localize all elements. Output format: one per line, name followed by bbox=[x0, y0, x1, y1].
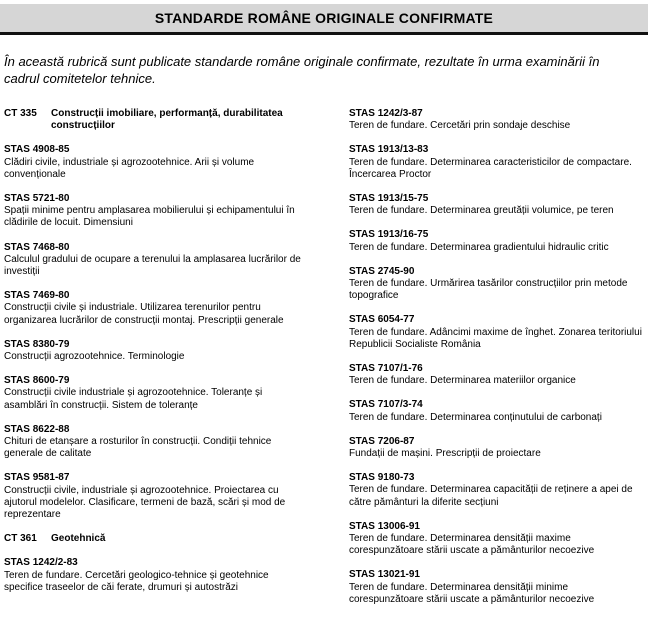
page-title: STANDARDE ROMÂNE ORIGINALE CONFIRMATE bbox=[154, 10, 494, 26]
standard-description: Teren de fundare. Cercetări prin sondaje deschise bbox=[349, 120, 571, 132]
committee-heading-ct335 bbox=[4, 108, 304, 132]
standards-list bbox=[4, 557, 304, 594]
standard-entry bbox=[349, 193, 644, 217]
committee-code: CT 335 bbox=[4, 108, 37, 119]
standard-entry bbox=[349, 521, 644, 558]
standard-code: STAS 7107/3-74 bbox=[349, 399, 423, 411]
standard-code: STAS 8600-79 bbox=[4, 375, 70, 387]
standard-description: Teren de fundare. Adâncimi maxime de înghet. Zonarea teritoriului Republicii Socialiste România bbox=[349, 326, 642, 350]
standard-entry bbox=[4, 375, 304, 412]
standard-description: Calculul gradului de ocupare a terenului la amplasarea lucrărilor de investiții bbox=[4, 253, 301, 278]
standard-code: STAS 4908-85 bbox=[4, 144, 70, 156]
standard-code: STAS 9581-87 bbox=[4, 472, 70, 484]
standard-description: Construcții agrozootehnice. Terminologie bbox=[4, 351, 185, 363]
standard-code: STAS 8380-79 bbox=[4, 338, 70, 350]
standard-entry bbox=[4, 472, 304, 521]
standard-code: STAS 6054-77 bbox=[349, 314, 415, 326]
standard-entry bbox=[349, 266, 644, 303]
committee-code: CT 361 bbox=[4, 533, 37, 545]
standard-code: STAS 2745-90 bbox=[349, 265, 415, 277]
standard-code: STAS 9180-73 bbox=[349, 472, 415, 484]
standard-description: Teren de fundare. Determinarea densității minime corespunzătoare stării uscate a pământurilor necoezive bbox=[349, 581, 595, 605]
standard-entry bbox=[349, 363, 644, 387]
standard-entry bbox=[4, 339, 304, 363]
standard-code: STAS 5721-80 bbox=[4, 193, 70, 205]
standard-entry bbox=[4, 290, 304, 327]
header-bar bbox=[0, 4, 648, 35]
standard-description: Teren de fundare. Determinarea greutății volumice, pe teren bbox=[349, 205, 614, 217]
standard-entry bbox=[349, 569, 644, 606]
standard-description: Teren de fundare. Determinarea conținutului de carbonați bbox=[349, 411, 602, 423]
standard-entry bbox=[4, 557, 304, 594]
standard-entry bbox=[349, 229, 644, 253]
standard-description: Spații minime pentru amplasarea mobilierului și echipamentului în clădirile de locuit. Dimensiuni bbox=[4, 205, 295, 229]
standards-list bbox=[349, 108, 644, 606]
standard-description: Teren de fundare. Determinarea caracteristicilor de compactare. Încercarea Proctor bbox=[349, 156, 632, 180]
standard-description: Teren de fundare. Cercetări geologico-tehnice și geotehnice specifice traseelor de căi ferate, drumuri și autostrăzi bbox=[4, 569, 269, 593]
standard-entry bbox=[4, 193, 304, 230]
standard-entry bbox=[349, 399, 644, 423]
standard-entry bbox=[349, 144, 644, 181]
standard-code: STAS 1913/16-75 bbox=[349, 229, 429, 241]
standard-description: Clădiri civile, industriale și agrozootehnice. Arii și volume convenționale bbox=[4, 156, 255, 180]
standard-entry bbox=[4, 144, 304, 181]
left-column bbox=[4, 108, 304, 606]
standard-entry bbox=[4, 242, 304, 279]
committee-heading-ct361 bbox=[4, 533, 304, 545]
standard-description: Teren de fundare. Determinarea gradientului hidraulic critic bbox=[349, 241, 609, 253]
standard-description: Construcții civile industriale și agrozootehnice. Toleranțe și asamblări în construcții. Sistem de toleranțe bbox=[4, 387, 263, 411]
standard-entry bbox=[349, 108, 644, 132]
standard-code: STAS 1242/2-83 bbox=[4, 557, 78, 569]
standard-code: STAS 1913/13-83 bbox=[349, 144, 429, 156]
standard-code: STAS 7107/1-76 bbox=[349, 363, 423, 375]
standard-description: Teren de fundare. Determinarea capacității de reținere a apei de către pământuri la diferite secțiuni bbox=[349, 484, 633, 508]
right-column bbox=[349, 108, 644, 618]
standard-entry bbox=[349, 472, 644, 509]
standard-description: Teren de fundare. Determinarea materiilor organice bbox=[349, 375, 576, 387]
standard-entry bbox=[349, 436, 644, 460]
standard-description: Fundații de mașini. Prescripții de proiectare bbox=[349, 448, 541, 460]
standard-code: STAS 1242/3-87 bbox=[349, 108, 423, 119]
standard-description: Chituri de etanșare a rosturilor în construcții. Condiții tehnice generale de calitate bbox=[4, 436, 272, 460]
standards-list bbox=[4, 144, 304, 521]
standard-code: STAS 8622-88 bbox=[4, 423, 70, 435]
standard-description: Construcții civile și industriale. Utilizarea terenurilor pentru organizarea lucrărilor de construcții montaj. Prescripții generale bbox=[4, 302, 284, 326]
standard-description: Construcții civile, industriale și agrozootehnice. Proiectarea cu ajutorul modelelor. Clasificare, termeni de bază, scări și mod de reprezentare bbox=[4, 484, 286, 521]
standard-code: STAS 13006-91 bbox=[349, 520, 420, 532]
standard-description: Teren de fundare. Urmărirea tasărilor construcțiilor prin metode topografice bbox=[349, 278, 628, 302]
standard-description: Teren de fundare. Determinarea densității maxime corespunzătoare stării uscate a pământurilor necoezive bbox=[349, 533, 595, 557]
standard-code: STAS 7468-80 bbox=[4, 241, 70, 253]
committee-title: Geotehnică bbox=[51, 533, 106, 545]
committee-title: Construcții imobiliare, performanță, durabilitatea construcțiilor bbox=[51, 108, 283, 132]
standard-code: STAS 13021-91 bbox=[349, 569, 420, 581]
standard-code: STAS 7206-87 bbox=[349, 435, 415, 447]
standard-code: STAS 1913/15-75 bbox=[349, 193, 429, 205]
standard-code: STAS 7469-80 bbox=[4, 290, 70, 302]
standard-entry bbox=[349, 314, 644, 351]
standard-entry bbox=[4, 424, 304, 461]
intro-paragraph: În această rubrică sunt publicate standarde române originale confirmate, rezultate în urma examinării în cadrul comitetelor tehnice. bbox=[4, 54, 600, 86]
